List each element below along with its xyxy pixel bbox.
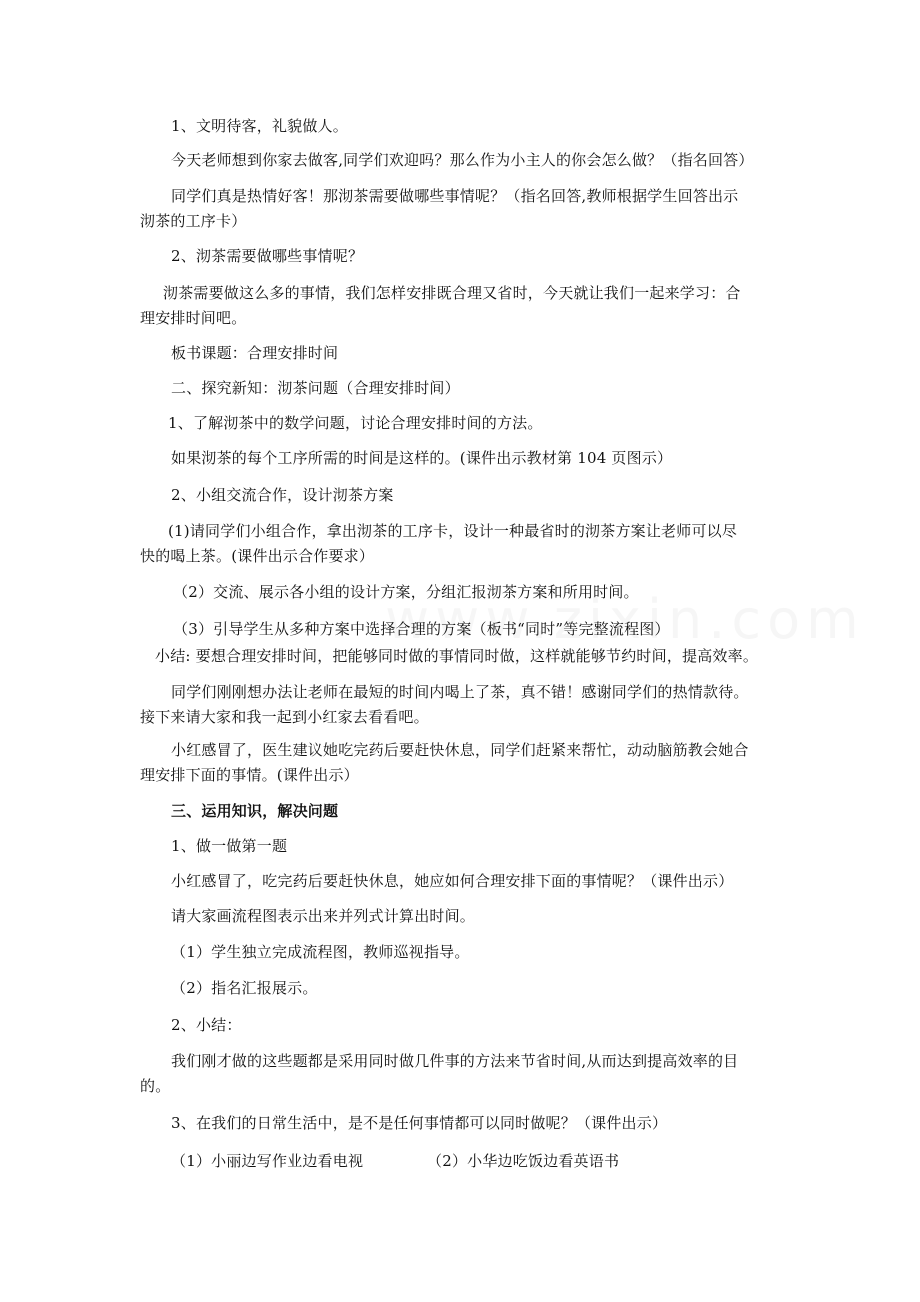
paragraph-line: 理安排时间吧。 bbox=[140, 309, 247, 327]
section-heading-2: 二、探究新知：沏茶问题（合理安排时间） bbox=[171, 379, 460, 397]
paragraph-line: （2）指名汇报展示。 bbox=[171, 979, 318, 997]
paragraph-line: 的。 bbox=[140, 1077, 171, 1095]
subsection-2: 2、小组交流合作，设计沏茶方案 bbox=[171, 486, 394, 504]
board-title: 板书课题：合理安排时间 bbox=[171, 344, 339, 362]
paragraph-line: 请大家画流程图表示出来并列式计算出时间。 bbox=[171, 907, 476, 925]
question-line: 3、在我们的日常生活中，是不是任何事情都可以同时做呢？（课件出示） bbox=[171, 1114, 668, 1132]
paragraph-line: 如果沏茶的每个工序所需的时间是这样的。(课件出示教材第 104 页图示） bbox=[171, 449, 673, 467]
paragraph-line: (1)请同学们小组合作，拿出沏茶的工序卡，设计一种最省时的沏茶方案让老师可以尽 bbox=[168, 522, 738, 540]
paragraph-line: 沏茶的工序卡） bbox=[140, 212, 247, 230]
paragraph-line: 我们刚才做的这些题都是采用同时做几件事的方法来节省时间,从而达到提高效率的目 bbox=[171, 1052, 739, 1070]
section-heading-3: 三、运用知识，解决问题 bbox=[171, 802, 339, 820]
example-item-1: （1）小丽边写作业边看电视 bbox=[171, 1152, 364, 1170]
paragraph-line: （3）引导学生从多种方案中选择合理的方案（板书“同时”等完整流程图） bbox=[173, 620, 670, 638]
paragraph-line: （1）学生独立完成流程图，教师巡视指导。 bbox=[171, 943, 470, 961]
section-item-1: 1、文明待客，礼貌做人。 bbox=[171, 117, 348, 135]
summary-line: 小结: 要想合理安排时间，把能够同时做的事情同时做，这样就能够节约时间，提高效率。 bbox=[155, 647, 759, 665]
paragraph-line: （2）交流、展示各小组的设计方案，分组汇报沏茶方案和所用时间。 bbox=[173, 583, 639, 601]
paragraph-line: 理安排下面的事情。(课件出示） bbox=[140, 766, 359, 784]
paragraph-line: 小红感冒了，吃完药后要赶快休息，她应如何合理安排下面的事情呢？（课件出示） bbox=[171, 872, 734, 890]
section-item-2: 2、沏茶需要做哪些事情呢？ bbox=[171, 247, 364, 265]
paragraph-line: 同学们真是热情好客！那沏茶需要做哪些事情呢？（指名回答,教师根据学生回答出示 bbox=[171, 187, 739, 205]
summary-heading: 2、小结： bbox=[171, 1016, 242, 1034]
exercise-1-heading: 1、做一做第一题 bbox=[171, 837, 288, 855]
subsection-1: 1、了解沏茶中的数学问题，讨论合理安排时间的方法。 bbox=[168, 414, 543, 432]
paragraph-line: 同学们刚刚想办法让老师在最短的时间内喝上了茶，真不错！感谢同学们的热情款待。 bbox=[171, 683, 749, 701]
paragraph-line: 今天老师想到你家去做客,同学们欢迎吗？那么作为小主人的你会怎么做？（指名回答） bbox=[171, 151, 754, 169]
paragraph-line: 沏茶需要做这么多的事情，我们怎样安排既合理又省时，今天就让我们一起来学习：合 bbox=[163, 284, 741, 302]
paragraph-line: 小红感冒了，医生建议她吃完药后要赶快休息，同学们赶紧来帮忙，动动脑筋教会她合 bbox=[171, 741, 749, 759]
example-item-2: （2）小华边吃饭边看英语书 bbox=[427, 1152, 620, 1170]
paragraph-line: 快的喝上茶。(课件出示合作要求） bbox=[140, 547, 375, 565]
paragraph-line: 接下来请大家和我一起到小红家去看看吧。 bbox=[140, 708, 429, 726]
